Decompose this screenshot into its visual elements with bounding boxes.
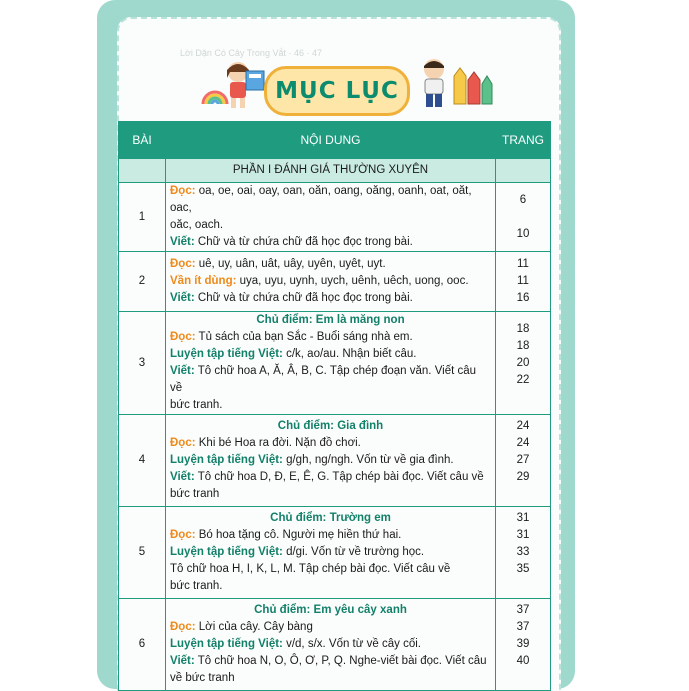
column-header-lesson: BÀI bbox=[119, 122, 166, 159]
boy-illustration bbox=[414, 56, 454, 110]
page-numbers: 6 10 bbox=[496, 183, 551, 252]
lesson-number: 6 bbox=[119, 599, 166, 691]
topic-title: Chủ điểm: Em là măng non bbox=[256, 314, 405, 326]
table-row bbox=[119, 252, 551, 312]
table-row bbox=[119, 183, 551, 252]
lesson-content: Đọc: uê, uy, uân, uât, uây, uyên, uyêt, uyt. Vần ít dùng: uya, uyu, uynh, uych, uênh, uêch, uong, ooc. Viết: Chữ và từ chứa chữ đã học đọc trong bài. bbox=[166, 252, 496, 312]
table-row bbox=[119, 415, 551, 507]
bleed-through-text: Lời Dặn Có Cây Trong Vắt · 46 · 47 bbox=[180, 48, 322, 58]
lesson-content: Chủ điểm: Em là măng non Đọc: Tủ sách của bạn Sắc - Buổi sáng nhà em. Luyện tập tiếng Việt: c/k, ao/au. Nhận biết câu. Viết: Tô chữ hoa A, Ă, Â, B, C. Tập chép đoạn văn. Viết câu về bức tranh. bbox=[166, 312, 496, 415]
column-header-page: TRANG bbox=[496, 122, 551, 159]
page-numbers: 18 18 20 22 bbox=[496, 312, 551, 415]
section-title: PHẦN I ĐÁNH GIÁ THƯỜNG XUYÊN bbox=[166, 159, 496, 183]
lesson-number: 1 bbox=[119, 183, 166, 252]
lesson-number: 5 bbox=[119, 507, 166, 599]
topic-title: Chủ điểm: Gia đình bbox=[277, 420, 384, 432]
lesson-content: Chủ điểm: Trường em Đọc: Bó hoa tặng cô. Người mẹ hiền thứ hai. Luyện tập tiếng Việt: d/gi. Vốn từ về trường học. Tô chữ hoa H, I, K, L, M. Tập chép bài đọc. Viết câu về bức tranh. bbox=[166, 507, 496, 599]
page-numbers: 31 31 33 35 bbox=[496, 507, 551, 599]
lesson-content: Chủ điểm: Em yêu cây xanh Đọc: Lời của cây. Cây bàng Luyện tập tiếng Việt: v/d, s/x. Vốn từ về cây cối. Viết: Tô chữ hoa N, O, Ô, Ơ, P, Q. Nghe-viết bài đọc. Viết câu về bức tranh bbox=[166, 599, 496, 691]
pencils-icon bbox=[450, 64, 494, 106]
page-numbers: 24 24 27 29 bbox=[496, 415, 551, 507]
topic-title: Chủ điểm: Em yêu cây xanh bbox=[254, 604, 407, 616]
page-numbers: 37 37 39 40 bbox=[496, 599, 551, 691]
table-row bbox=[119, 312, 551, 415]
section-row bbox=[119, 159, 551, 183]
title-banner bbox=[264, 66, 410, 116]
topic-title: Chủ điểm: Trường em bbox=[270, 512, 391, 524]
table-header bbox=[119, 122, 551, 159]
column-header-content: NỘI DUNG bbox=[166, 122, 496, 159]
page-numbers: 11 11 16 bbox=[496, 252, 551, 312]
lesson-number: 3 bbox=[119, 312, 166, 415]
lesson-number: 4 bbox=[119, 415, 166, 507]
table-row bbox=[119, 599, 551, 691]
book-icon bbox=[244, 68, 266, 92]
lesson-number: 2 bbox=[119, 252, 166, 312]
page-title: MỤC LỤC bbox=[275, 78, 399, 104]
table-row bbox=[119, 507, 551, 599]
lesson-content: Chủ điểm: Gia đình Đọc: Khi bé Hoa ra đời. Nặn đồ chơi. Luyện tập tiếng Việt: g/gh, ng/ngh. Vốn từ về gia đình. Viết: Tô chữ hoa D, Đ, E, Ê, G. Tập chép bài đọc. Viết câu về bức tranh bbox=[166, 415, 496, 507]
lesson-content: Đọc: oa, oe, oai, oay, oan, oăn, oang, oăng, oanh, oat, oăt, oac, oăc, oach. Viết: Chữ và từ chứa chữ đã học đọc trong bài. bbox=[166, 183, 496, 252]
toc-table bbox=[118, 121, 551, 691]
